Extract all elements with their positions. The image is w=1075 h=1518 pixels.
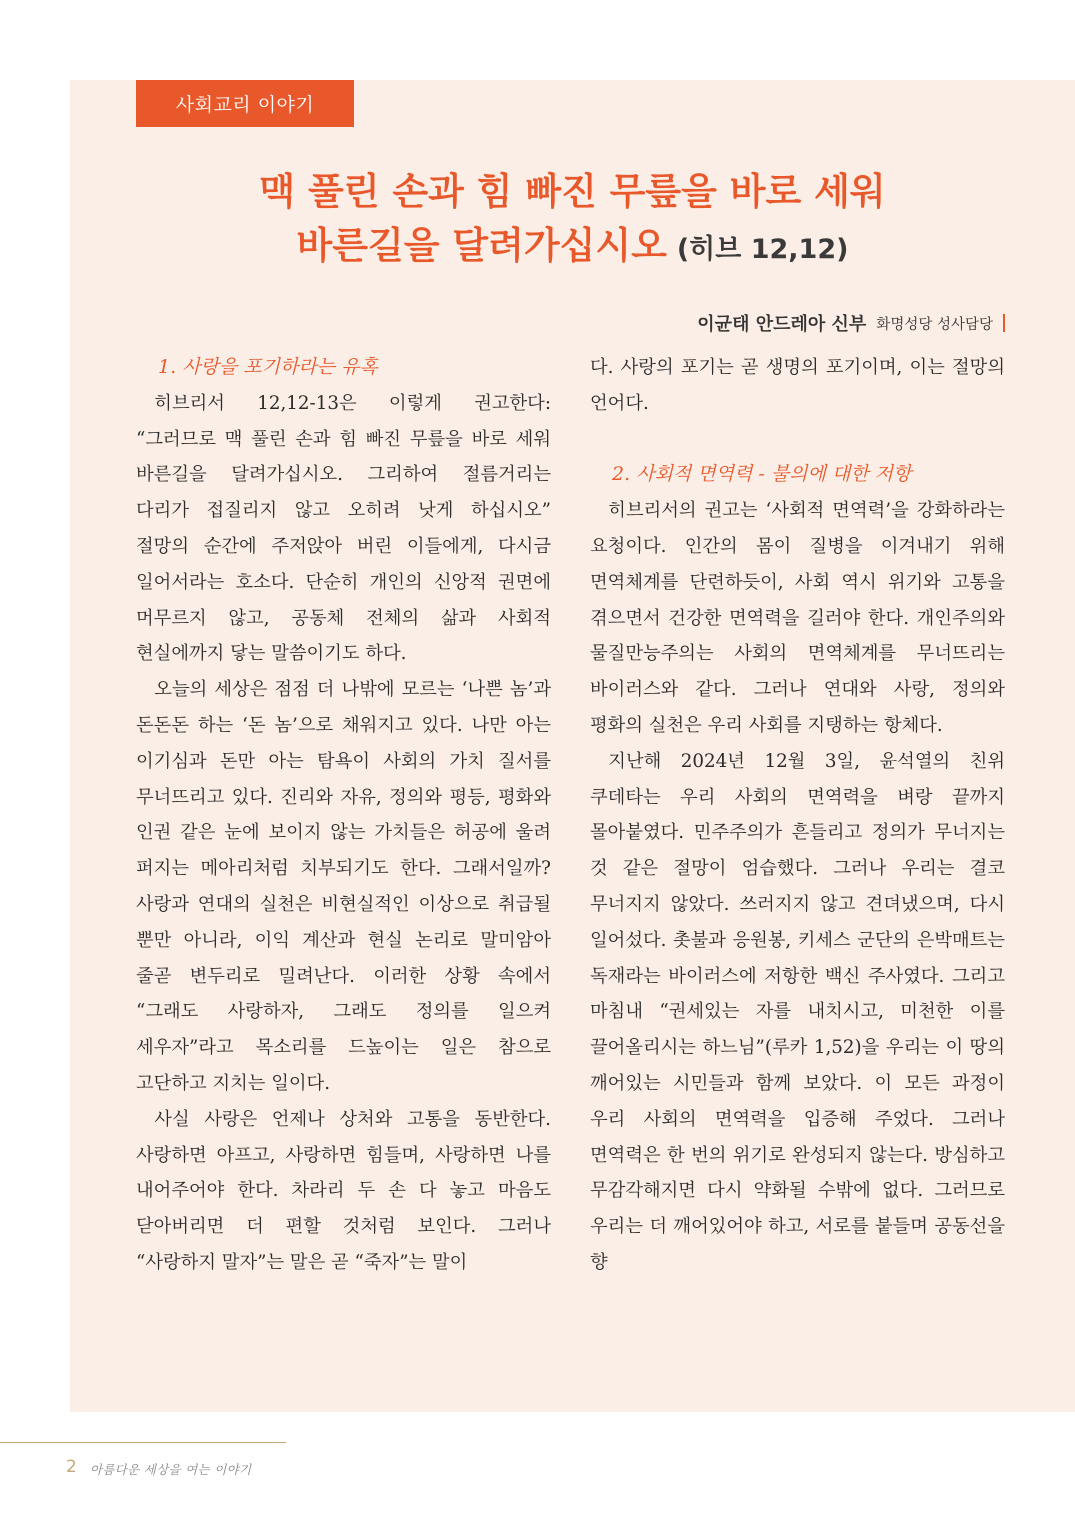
title-line-2 bbox=[70, 219, 1075, 277]
paragraph: 사실 사랑은 언제나 상처와 고통을 동반한다. 사랑하면 아프고, 사랑하면 힘들며, 사랑하면 나를 내어주어야 한다. 차라리 두 손 다 놓고 마음도 닫아버리면 더 편할 것처럼 보인다. 그러나 “사랑하지 말자”는 말은 곧 “죽자”는 말이 bbox=[136, 1108, 551, 1273]
left-column bbox=[136, 350, 551, 1281]
author-byline bbox=[697, 310, 1005, 336]
title-line-1: 맥 풀린 손과 힘 빠진 무릎을 바로 세워 bbox=[259, 170, 886, 213]
page-number: 2 bbox=[66, 1457, 77, 1477]
publication-name: 아름다운 세상을 여는 이야기 bbox=[90, 1462, 252, 1477]
title-line-2-text: 바른길을 달려가십시오 bbox=[296, 224, 667, 267]
section-heading-2: 2. 사회적 면역력 - 불의에 대한 저항 bbox=[612, 463, 912, 486]
paragraph: 히브리서 12,12-13은 이렇게 권고한다: “그러므로 맥 풀린 손과 힘 빠진 무릎을 바로 세워 바른길을 달려가십시오. 그리하여 절름거리는 다리가 접질리지 않고 오히려 낫게 하십시오” 절망의 순간에 주저앉아 버린 이들에게, 다시금 일어서라는 호소다. 단순히 개인의 신앙적 권면에 머무르지 않고, 공동체 전체의 삶과 사회적 현실에까지 닿는 말씀이기도 하다. bbox=[136, 392, 551, 665]
paragraph: 오늘의 세상은 점점 더 나밖에 모르는 ‘나쁜 놈’과 돈돈돈 하는 ‘돈 놈’으로 채워지고 있다. 나만 아는 이기심과 돈만 아는 탐욕이 사회의 가치 질서를 무너뜨리고 있다. 진리와 자유, 정의와 평등, 평화와 인권 같은 눈에 보이지 않는 가치들은 허공에 울려 퍼지는 메아리처럼 치부되기도 한다. 그래서일까? 사랑과 연대의 실천은 비현실적인 이상으로 취급될 뿐만 아니라, 이익 계산과 현실 논리로 말미암아 줄곧 변두리로 밀려난다. 이러한 상황 속에서 “그래도 사랑하자, 그래도 정의를 일으켜 세우자”라고 목소리를 드높이는 일은 참으로 고단하고 지치는 일이다. bbox=[136, 679, 551, 1094]
paragraph: 히브리서의 권고는 ‘사회적 면역력’을 강화하라는 요청이다. 인간의 몸이 질병을 이겨내기 위해 면역체계를 단련하듯이, 사회 역시 위기와 고통을 겪으면서 건강한 면역력을 길러야 한다. 개인주의와 물질만능주의는 사회의 면역체계를 무너뜨리는 바이러스와 같다. 그러나 연대와 사랑, 정의와 평화의 실천은 우리 사회를 지탱하는 항체다. bbox=[590, 500, 1005, 736]
paragraph-continued: 다. 사랑의 포기는 곧 생명의 포기이며, 이는 절망의 언어다. bbox=[590, 357, 1005, 414]
section-heading-1: 1. 사랑을 포기하라는 유혹 bbox=[158, 356, 378, 378]
paragraph: 지난해 2024년 12월 3일, 윤석열의 친위 쿠데타는 우리 사회의 면역력을 벼랑 끝까지 몰아붙였다. 민주주의가 흔들리고 정의가 무너지는 것 같은 절망이 엄습했다. 그러나 우리는 결코 무너지지 않았다. 쓰러지지 않고 견뎌냈으며, 다시 일어섰다. 촛불과 응원봉, 키세스 군단의 은박매트는 독재라는 바이러스에 저항한 백신 주사였다. 그리고 마침내 “권세있는 자를 내치시고, 미천한 이를 끌어올리시는 하느님”(루카 1,52)을 우리는 이 땅의 깨어있는 시민들과 함께 보았다. 이 모든 과정이 우리 사회의 면역력을 입증해 주었다. 그러나 면역력은 한 번의 위기로 완성되지 않는다. 방심하고 무감각해지면 다시 약화될 수밖에 없다. 그러므로 우리는 더 깨어있어야 하고, 서로를 붙들며 공동선을 향 bbox=[590, 750, 1005, 1273]
section-tag: 사회교리 이야기 bbox=[136, 80, 354, 127]
article-title bbox=[70, 165, 1075, 277]
author-role: 화명성당 성사담당 bbox=[876, 316, 993, 333]
scripture-reference: (히브 12,12) bbox=[676, 234, 849, 265]
spacer bbox=[590, 422, 1005, 458]
right-column bbox=[590, 350, 1005, 1281]
footer-rule bbox=[0, 1442, 286, 1443]
byline-divider bbox=[1003, 314, 1005, 332]
author-name: 이균태 안드레아 신부 bbox=[697, 314, 867, 335]
